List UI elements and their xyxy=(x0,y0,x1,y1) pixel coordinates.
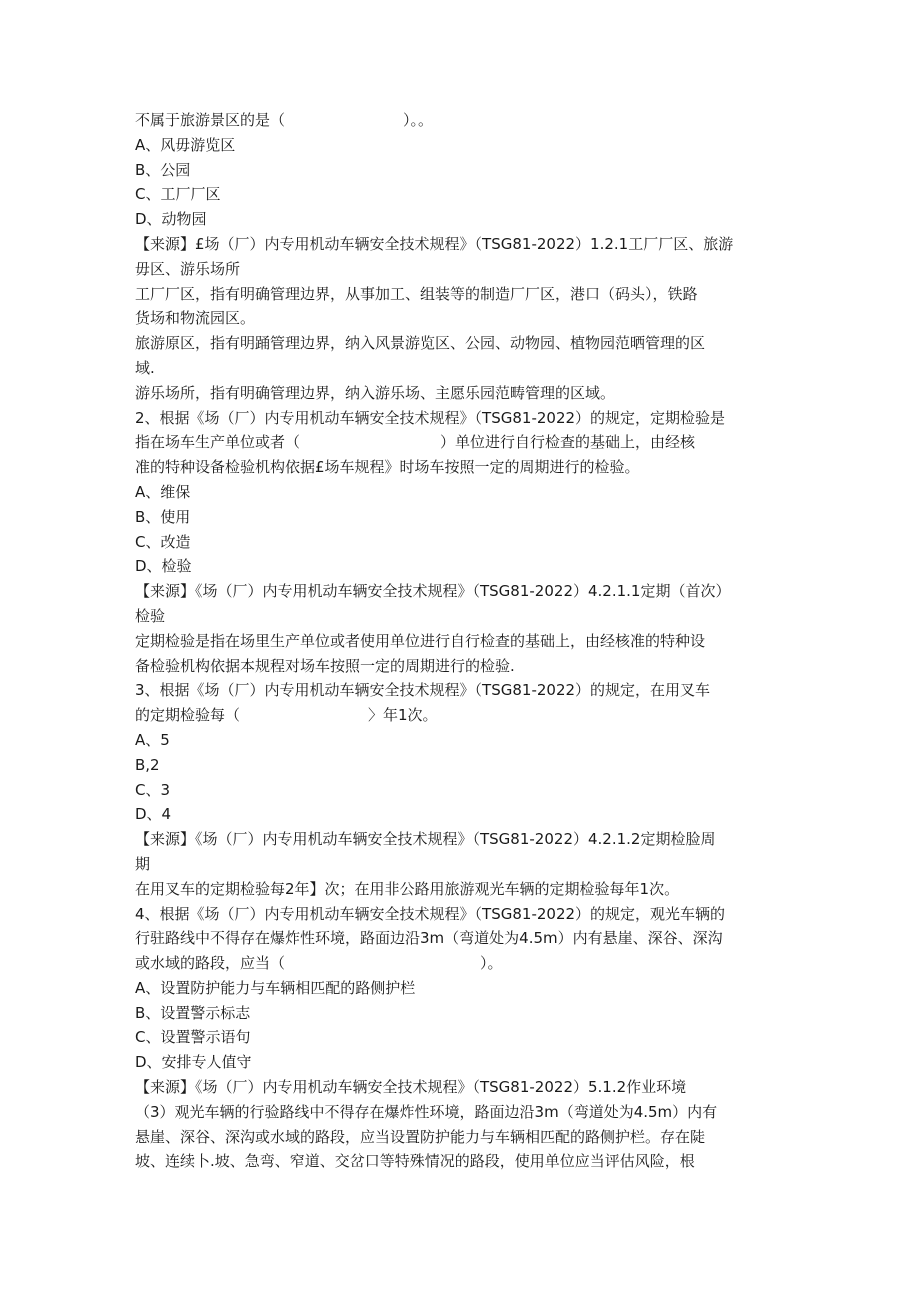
q1-explanation-line-3: 旅游原区，指有明踊管理边界，纳入风景游览区、公园、动物园、植物园范晒管理的区 xyxy=(135,334,706,353)
q1-explanation-line-1: 工厂厂区，指有明确管理边界，从事加工、组装等的制造厂厂区，港口（码头），铁路 xyxy=(135,284,698,303)
q2-stem-line-2 xyxy=(135,430,795,455)
q4-option-c: C、设置警示语句 xyxy=(135,1028,251,1047)
q2-stem-line-3: 准的特种设备检验机构依据£场车规程》时场车按照一定的周期进行的检验。 xyxy=(135,458,640,477)
q2-source-line-2: 检验 xyxy=(135,606,166,625)
q1-explanation-line-2: 货场和物流园区。 xyxy=(135,309,256,328)
q2-option-b: B、使用 xyxy=(135,507,191,526)
q4-option-a: A、设置防护能力与车辆相匹配的路侧护栏 xyxy=(135,978,416,997)
q2-option-a: A、维保 xyxy=(135,482,191,501)
q1-stem-start: 不属于旅游景区的是（ xyxy=(135,111,286,129)
q2-option-c: C、改造 xyxy=(135,532,191,551)
q3-stem-end: 〉年1次。 xyxy=(368,706,438,725)
q2-stem-line-1: 2、根据《场（厂）内专用机动车辆安全技术规程》（TSG81-2022）的规定，定期检验是 xyxy=(135,408,726,427)
q4-stem-line-1: 4、根据《场（厂）内专用机动车辆安全技术规程》（TSG81-2022）的规定，观光车辆的 xyxy=(135,904,726,923)
q2-stem-end: ）单位进行自行检查的基础上，由经核 xyxy=(440,433,696,452)
q1-stem-end: ）。。 xyxy=(403,111,434,129)
q4-explanation-line-1: （3）观光车辆的行验路线中不得存在爆炸性环境，路面边沿3m（弯道处为4.5m）内有 xyxy=(135,1102,718,1121)
q1-stem xyxy=(135,108,795,133)
q4-source-line-1: 【来源】《场（厂）内专用机动车辆安全技术规程》（TSG81-2022）5.1.2作业环境 xyxy=(135,1078,687,1097)
q2-explanation-line-2: 备检验机构依据本规程对场车按照一定的周期进行的检验. xyxy=(135,656,515,675)
q4-option-b: B、设置警示标志 xyxy=(135,1003,251,1022)
q1-explanation-line-4: 域. xyxy=(135,358,155,377)
q3-explanation-line-1: 在用叉车的定期检验每2年】次；在用非公路用旅游观光车辆的定期检验每年1次。 xyxy=(135,879,680,898)
q3-source-line-2: 期 xyxy=(135,854,151,873)
q3-option-d: D、4 xyxy=(135,805,172,824)
q4-explanation-line-2: 悬崖、深谷、深沟或水域的路段，应当设置防护能力与车辆相匹配的路侧护栏。存在陡 xyxy=(135,1127,706,1146)
q1-option-c: C、工厂厂区 xyxy=(135,185,221,204)
q4-explanation-line-3: 坡、连续卜.坡、急弯、窄道、交岔口等特殊情况的路段，使用单位应当评估风险，根 xyxy=(135,1152,695,1171)
q3-stem-line-1: 3、根据《场（厂）内专用机动车辆安全技术规程》（TSG81-2022）的规定，在用叉车 xyxy=(135,681,711,700)
q4-stem-start: 或水域的路段，应当（ xyxy=(135,954,286,973)
q3-source-line-1: 【来源】《场（厂）内专用机动车辆安全技术规程》（TSG81-2022）4.2.1.2定期检脸周 xyxy=(135,830,716,849)
q1-source-line-2: 毋区、游乐场所 xyxy=(135,259,241,278)
q2-option-d: D、检验 xyxy=(135,557,192,576)
q4-stem-line-3 xyxy=(135,951,795,976)
q2-source-line-1: 【来源】《场（厂）内专用机动车辆安全技术规程》（TSG81-2022）4.2.1.1定期（首次） xyxy=(135,582,731,601)
q1-option-a: A、风毋游览区 xyxy=(135,135,236,154)
q4-stem-line-2: 行驻路线中不得存在爆炸性环境，路面边沿3m（弯道处为4.5m）内有悬崖、深谷、深沟 xyxy=(135,929,723,948)
q1-option-b: B、公园 xyxy=(135,160,191,179)
q4-stem-end: ）。 xyxy=(480,954,503,973)
q4-option-d: D、安排专人值守 xyxy=(135,1053,252,1072)
q3-stem-start: 的定期检验每（ xyxy=(135,706,241,725)
q1-source-line-1: 【来源】£场（厂）内专用机动车辆安全技术规程》（TSG81-2022）1.2.1工厂厂区、旅游 xyxy=(135,234,734,253)
q3-option-b: B,2 xyxy=(135,755,160,774)
q2-stem-start: 指在场车生产单位或者（ xyxy=(135,433,301,452)
q1-explanation-line-5: 游乐场所，指有明确管理边界，纳入游乐场、主愿乐园范畴管理的区域。 xyxy=(135,383,616,402)
q1-option-d: D、动物园 xyxy=(135,210,207,229)
q3-stem-line-2 xyxy=(135,703,795,728)
document-page xyxy=(135,108,795,1174)
q3-option-c: C、3 xyxy=(135,780,171,799)
q2-explanation-line-1: 定期检验是指在场里生产单位或者使用单位进行自行检查的基础上，由经核准的特种设 xyxy=(135,631,706,650)
q3-option-a: A、5 xyxy=(135,730,170,749)
